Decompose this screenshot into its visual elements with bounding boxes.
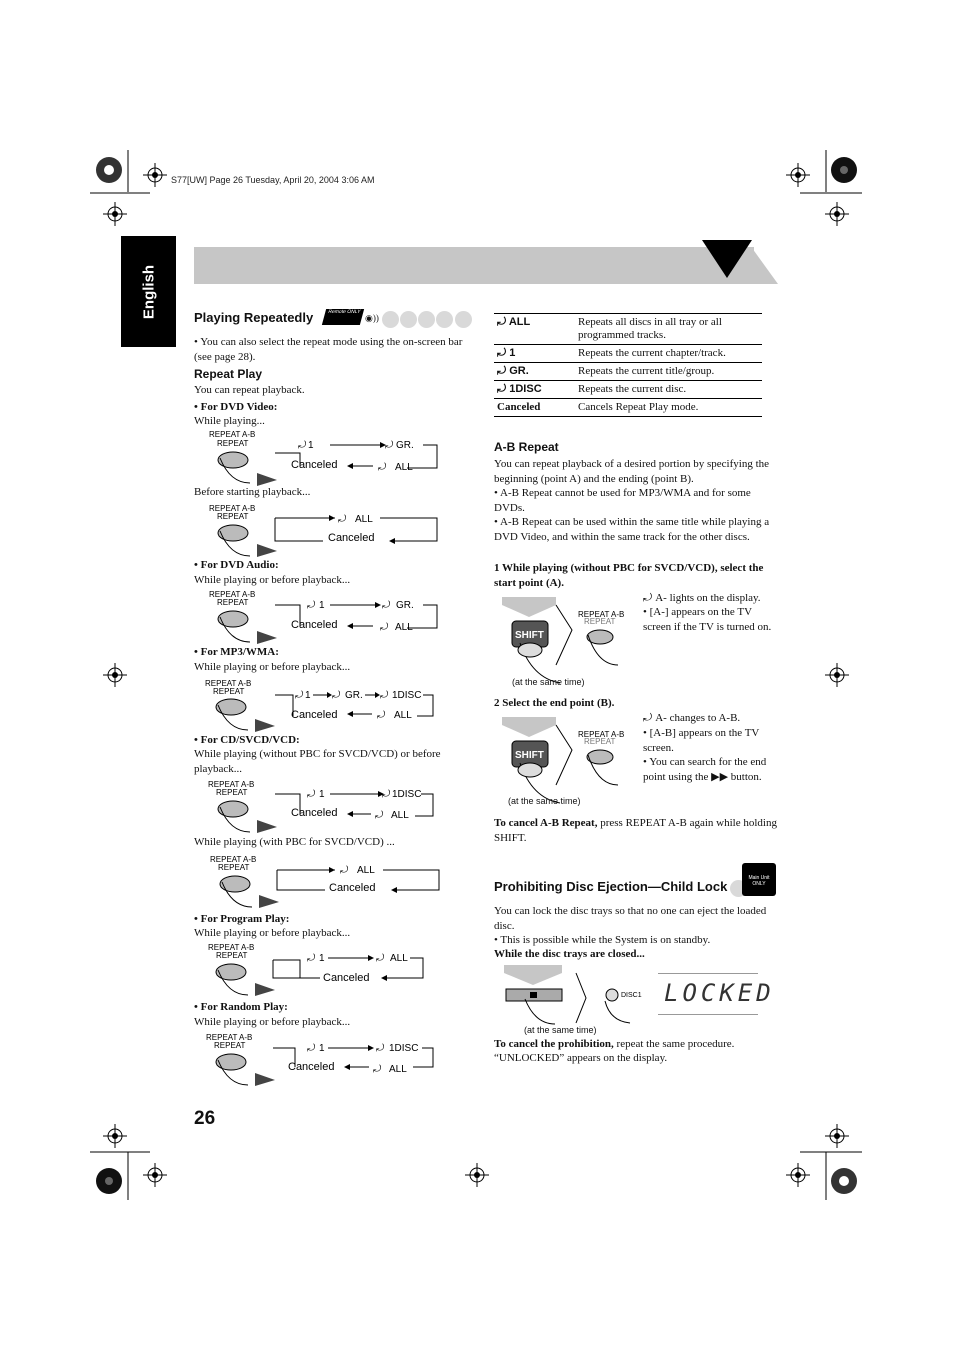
hand-press-icon (216, 699, 275, 732)
hand-press-icon (220, 876, 279, 908)
mode-1: 1 (319, 1043, 325, 1054)
mode-all: ALL (395, 462, 413, 473)
section-sub-pbc: While playing (with PBC for SVCD/VCD) ... (194, 836, 395, 848)
canceled-label: Canceled (291, 709, 338, 721)
language-tab (121, 236, 176, 347)
shift-key: SHIFT (515, 630, 544, 641)
svg-text:⤾: ⤾ (375, 810, 384, 821)
section-sub-cd: While playing (without PBC for SVCD/VCD) or before playback... (194, 748, 441, 775)
child-lock-bullet: • This is possible while the System is on standby. (494, 934, 711, 946)
remote-only-badge: Remote ONLY (322, 309, 364, 325)
table-row: ⤾ ALL Repeats all discs in all tray or all programmed tracks. (494, 314, 762, 345)
diagram-random (195, 1029, 455, 1087)
svg-text:REPEAT: REPEAT (217, 598, 249, 607)
child-lock-unlocked: “UNLOCKED” appears on the display. (494, 1052, 668, 1064)
svg-text:⤾: ⤾ (380, 622, 389, 633)
canceled-label: Canceled (288, 1061, 335, 1073)
main-unit-only-badge: Main Unit ONLY (742, 863, 776, 896)
mode-gr: GR. (396, 440, 414, 451)
svg-text:⤾: ⤾ (376, 1043, 385, 1054)
svg-text:⤾: ⤾ (307, 600, 316, 611)
section-sub-program: While playing or before playback... (194, 927, 351, 939)
mode-all: ALL (390, 953, 408, 964)
section-sub-random: While playing or before playback... (194, 1016, 351, 1028)
section-sub-dvd-video: While playing... (194, 415, 265, 427)
signal-icon: ◉)) (365, 313, 379, 323)
ab-repeat-intro: You can repeat playback of a desired portion by specifying the beginning (point A) and the ending (point B). (494, 458, 770, 485)
child-lock-intro: You can lock the disc trays so that no one can eject the loaded disc. (494, 905, 767, 932)
hand-press-icon (218, 801, 277, 833)
repeat-play-intro: You can repeat playback. (194, 384, 305, 396)
repeat-note: • You can also select the repeat mode using the on-screen bar (see page 28). (194, 336, 463, 363)
section-label-dvd-video: • For DVD Video: (194, 401, 278, 413)
ab-repeat-heading: A-B Repeat (494, 440, 559, 454)
page-number: 26 (194, 1108, 216, 1129)
diagram-dvd-video (195, 428, 455, 486)
ab-step2-note-2: • [A-B] appears on the TV screen. (643, 727, 760, 754)
svg-text:REPEAT: REPEAT (216, 951, 248, 960)
print-header: S77[UW] Page 26 Tuesday, April 20, 2004 3:06 AM (171, 175, 375, 185)
mode-all: ALL (355, 514, 373, 525)
hand-press-icon (216, 1054, 275, 1086)
diagram-dvd-audio (195, 588, 455, 646)
svg-text:⤾: ⤾ (307, 1043, 316, 1054)
diagram-cd (195, 776, 455, 834)
table-row: ⤾ 1 Repeats the current chapter/track. (494, 345, 762, 363)
svg-text:⤾: ⤾ (376, 953, 385, 964)
svg-text:⤾: ⤾ (377, 710, 386, 721)
mode-1: 1 (319, 953, 325, 964)
canceled-label: Canceled (328, 532, 375, 544)
svg-text:⤾: ⤾ (307, 789, 316, 800)
canceled-label: Canceled (329, 882, 376, 894)
table-row: ⤾ GR. Repeats the current title/group. (494, 363, 762, 381)
same-time-label-2: (at the same time) (508, 796, 581, 806)
ab-step-2: 2 Select the end point (B). (494, 697, 615, 709)
canceled-label: Canceled (323, 972, 370, 984)
ab-step2-note-1: ⤾ A- changes to A-B. (643, 712, 741, 724)
svg-text:⤾: ⤾ (332, 690, 341, 701)
canceled-label: Canceled (291, 459, 338, 471)
section-label-random: • For Random Play: (194, 1001, 288, 1013)
section-label-cd: • For CD/SVCD/VCD: (194, 734, 300, 746)
mode-all: ALL (357, 865, 375, 876)
stop-icon (530, 992, 537, 998)
svg-text:⤾: ⤾ (338, 514, 347, 525)
svg-text:REPEAT: REPEAT (217, 512, 249, 521)
canceled-label: Canceled (291, 619, 338, 631)
section-label-program: • For Program Play: (194, 913, 290, 925)
diagram-program (195, 940, 455, 998)
locked-display (658, 973, 775, 1015)
svg-text:⤾: ⤾ (380, 690, 389, 701)
mode-1: 1 (308, 440, 314, 451)
section-sub-before-start: Before starting playback... (194, 486, 311, 498)
mode-all: ALL (395, 622, 413, 633)
locked-display-text: LOCKED (664, 979, 775, 1007)
disc1-label: DISC1 (621, 992, 642, 999)
disc-lock-diagram (500, 963, 660, 1029)
child-lock-cancel: To cancel the prohibition, repeat the same procedure. (494, 1038, 735, 1050)
shift-key: SHIFT (515, 750, 544, 761)
mode-1disc: 1DISC (392, 690, 422, 701)
ab-step2-note-3: • You can search for the end point using the ▶▶ button. (643, 756, 767, 783)
hand-press-icon (216, 964, 275, 996)
svg-text:⤾: ⤾ (340, 865, 349, 876)
section-sub-dvd-audio: While playing or before playback... (194, 574, 351, 586)
language-label: English (140, 264, 157, 319)
same-time-label-1: (at the same time) (512, 677, 585, 687)
mode-1disc: 1DISC (389, 1043, 419, 1054)
section-sub-mp3: While playing or before playback... (194, 661, 351, 673)
svg-text:REPEAT A-B: REPEAT A-B (209, 590, 256, 599)
child-lock-condition: While the disc trays are closed... (494, 948, 645, 960)
repeat-play-heading: Repeat Play (194, 367, 263, 381)
svg-text:REPEAT A-B: REPEAT A-B (578, 610, 625, 619)
ab-cancel-text: To cancel A-B Repeat, press REPEAT A-B again while holding SHIFT. (494, 817, 777, 844)
svg-text:REPEAT A-B: REPEAT A-B (208, 780, 255, 789)
ab-bullet-2: • A-B Repeat can be used within the same title while playing a DVD Video, and within the same track for the other discs. (494, 516, 770, 543)
svg-text:REPEAT: REPEAT (213, 687, 245, 696)
same-time-label-3: (at the same time) (524, 1025, 597, 1035)
svg-text:REPEAT: REPEAT (214, 1041, 246, 1050)
mode-1: 1 (319, 600, 325, 611)
mode-gr: GR. (396, 600, 414, 611)
ab-step-1: 1 While playing (without PBC for SVCD/VCD), select the start point (A). (494, 562, 764, 589)
mode-1: 1 (305, 690, 311, 701)
svg-text:REPEAT A-B: REPEAT A-B (210, 855, 257, 864)
svg-text:⤾: ⤾ (298, 440, 307, 451)
diagram-pbc (195, 852, 455, 910)
svg-text:REPEAT A-B: REPEAT A-B (208, 943, 255, 952)
svg-text:REPEAT A-B: REPEAT A-B (578, 730, 625, 739)
section-label-dvd-audio: • For DVD Audio: (194, 559, 279, 571)
playing-repeatedly-title: Playing Repeatedly (194, 310, 314, 325)
svg-text:REPEAT A-B: REPEAT A-B (209, 504, 256, 513)
mode-1: 1 (319, 789, 325, 800)
svg-text:REPEAT: REPEAT (216, 788, 248, 797)
mode-all: ALL (394, 710, 412, 721)
svg-text:REPEAT: REPEAT (584, 617, 616, 626)
svg-text:⤾: ⤾ (378, 462, 387, 473)
repeat-modes-table (494, 313, 762, 417)
hand-press-icon (218, 525, 277, 557)
header-band (194, 247, 754, 284)
mode-gr: GR. (345, 690, 363, 701)
child-lock-title: Prohibiting Disc Ejection—Child Lock (494, 879, 728, 894)
svg-text:⤾: ⤾ (382, 600, 391, 611)
svg-text:⤾: ⤾ (385, 440, 394, 451)
hand-press-icon (218, 452, 277, 486)
svg-text:REPEAT A-B: REPEAT A-B (205, 679, 252, 688)
svg-text:REPEAT A-B: REPEAT A-B (206, 1033, 253, 1042)
table-row: ⤾ 1DISC Repeats the current disc. (494, 381, 762, 399)
svg-text:⤾: ⤾ (307, 953, 316, 964)
svg-text:⤾: ⤾ (382, 789, 391, 800)
corner-triangle-icon (700, 238, 780, 286)
svg-text:⤾: ⤾ (295, 690, 304, 701)
canceled-label: Canceled (291, 807, 338, 819)
table-row: Canceled Cancels Repeat Play mode. (494, 399, 762, 417)
svg-text:⤾: ⤾ (373, 1064, 382, 1075)
svg-text:REPEAT A-B: REPEAT A-B (209, 430, 256, 439)
svg-text:REPEAT: REPEAT (584, 737, 616, 746)
hand-press-icon (218, 611, 277, 644)
diagram-before-start (195, 500, 455, 558)
mode-1disc: 1DISC (392, 789, 422, 800)
ab-step1-note-2: • [A-] appears on the TV screen if the TV is turned on. (643, 606, 772, 633)
mode-all: ALL (389, 1064, 407, 1075)
ab-step1-note-1: ⤾ A- lights on the display. (643, 592, 761, 604)
mode-all: ALL (391, 810, 409, 821)
ab-bullet-1: • A-B Repeat cannot be used for MP3/WMA and for some DVDs. (494, 487, 751, 514)
diagram-mp3 (195, 676, 455, 734)
section-label-mp3: • For MP3/WMA: (194, 646, 279, 658)
svg-text:REPEAT: REPEAT (218, 863, 250, 872)
svg-text:REPEAT: REPEAT (217, 439, 249, 448)
